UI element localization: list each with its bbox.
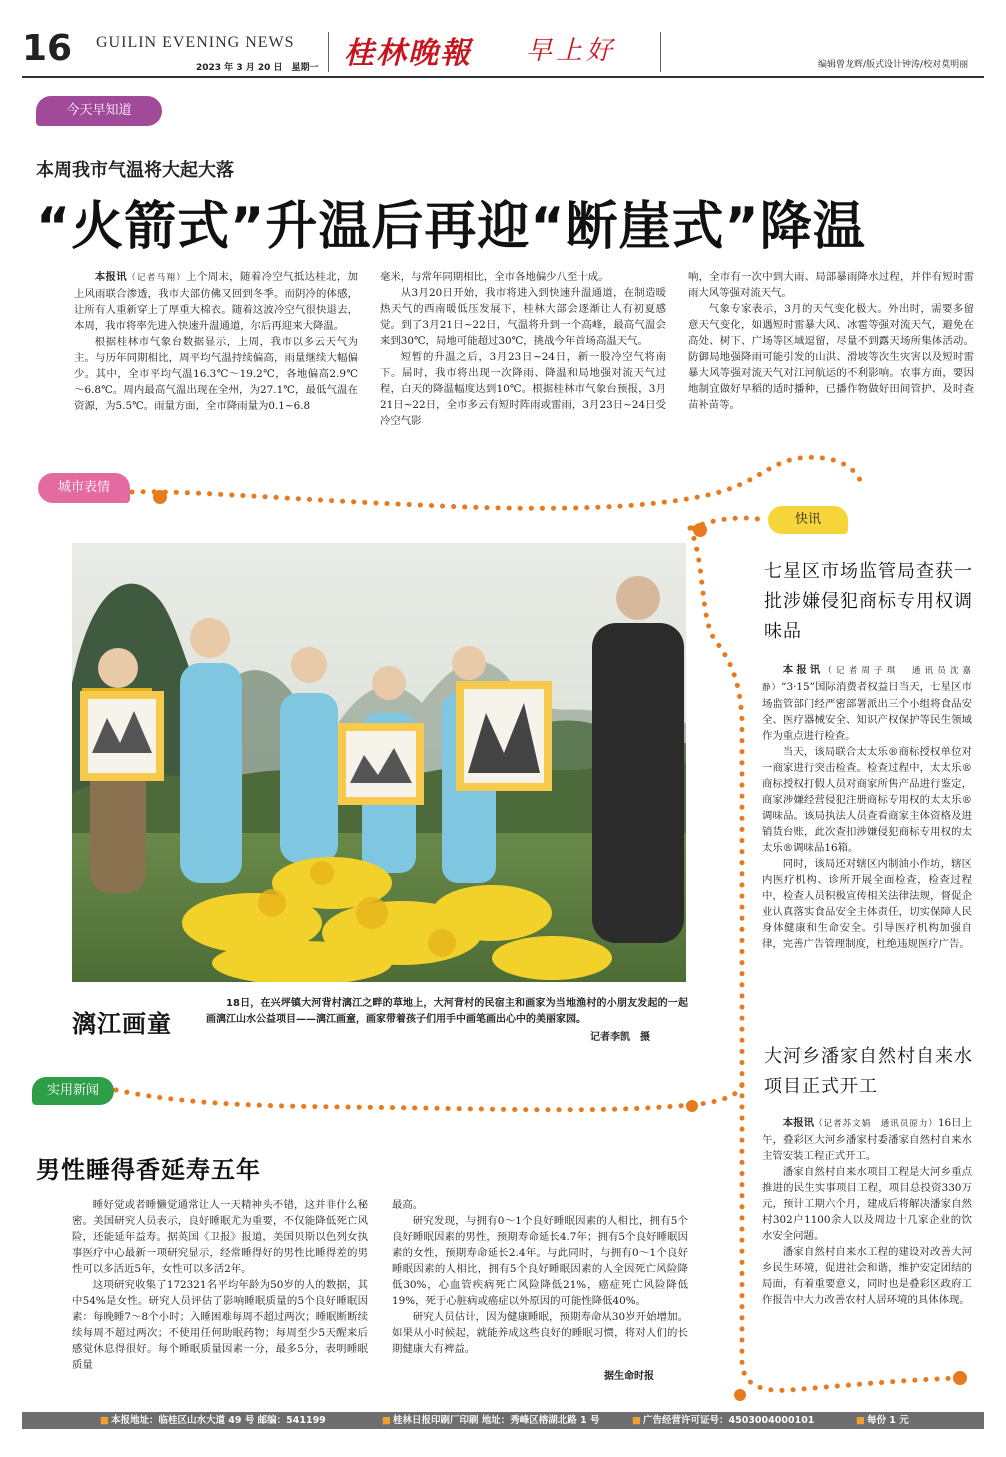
reporter-byline: （记者周子琪 通讯员沈嘉静）	[762, 666, 972, 693]
page-number: 16	[22, 28, 73, 69]
brief-1-body	[762, 662, 972, 952]
article-paragraph: 研究人员估计，因为健康睡眠，预期寿命从30岁开始增加。如果从小时候起，就能养成这些良好的睡眠习惯，将对人们的长期健康大有裨益。	[392, 1311, 688, 1355]
article-paragraph	[762, 1115, 972, 1164]
section-tag-practical-news: 实用新闻	[32, 1077, 114, 1105]
paper-name-chinese-logo: 桂林晚報	[344, 36, 472, 71]
article-paragraph: 研究发现，与拥有0～1个良好睡眠因素的人相比，拥有5个良好睡眠因素的男性，预期寿命延长4.7年；拥有5个良好睡眠因素的女性，预期寿命延长2.4年。与此同时，与拥有0～1个良好睡眠因素的人相比，拥有5个良好睡眠因素的人全因死亡风险降低30%，心血管疾病死亡风险降低21%，癌症死亡风险降低19%，死于心脏病或癌症以外原因的可能性降低40%。	[392, 1215, 688, 1307]
masthead-rule	[22, 76, 984, 78]
section-tag-morning-news: 今天早知道	[36, 96, 162, 126]
photo-story-title: 漓江画童	[72, 1010, 172, 1038]
article-paragraph: 短暂的升温之后，3月23日~24日，新一股冷空气将南下。届时，我市将出现一次降雨、降温和局地强对流天气过程，白天的降温幅度达到10℃。根据桂林市气象台预报，3月21日~22日，全市多云有短时阵雨或雷雨，3月23日~24日受冷空气影	[380, 351, 666, 427]
article-paragraph: 潘家自然村自来水项目工程是大河乡重点推进的民生实事项目工程，项目总投资330万元，预计工期六个月，建成后将解决潘家自然村302户1100余人以及周边十几家企业的饮水安全问题。	[762, 1166, 972, 1242]
article-paragraph: 从3月20日开始，我市将进入到快速升温通道，在制造暖热天气的西南暖低压发展下，桂林大部会逐渐让人有初夏感觉。到了3月21日~22日，气温将升到一个高峰，最高气温会来到30℃，局地可能超过30℃，挑战今年首场高温天气。	[380, 287, 666, 347]
masthead-divider	[328, 32, 329, 72]
edition-name: 早上好	[526, 36, 617, 66]
footer-printer: ■ 桂林日报印刷厂印刷 地址：秀峰区榕湖北路 1 号	[382, 1412, 600, 1429]
dateline: 本报讯	[782, 664, 824, 676]
article-paragraph: 这项研究收集了172321名平均年龄为50岁的人的数据，其中54%是女性。研究人员评估了影响睡眠质量的5个良好睡眠因素：每晚睡7～8个小时；入睡困难每周不超过两次；睡眠断断续续每周不超过两次；不使用任何助眠药物；每周至少5天醒来后感觉休息得很好。每个睡眠质量因素一分，最多5分，表明睡眠质量	[72, 1279, 368, 1371]
photo-illustration	[72, 543, 686, 982]
top-story-column-2	[380, 269, 666, 429]
article-paragraph: 潘家自然村自来水工程的建设对改善大河乡民生环境，促进社会和谐，维护安定团结的局面，有着重要意义，同时也是叠彩区政府工作报告中大力改善农村人居环境的具体体现。	[762, 1246, 972, 1306]
paper-name-english: GUILIN EVENING NEWS	[96, 34, 295, 51]
brief-2-headline: 大河乡潘家自然村自来水项目正式开工	[764, 1046, 973, 1097]
paragraph-text: 16日上午，叠彩区大河乡潘家村委潘家自然村自来水主管安装工程正式开工。	[762, 1117, 972, 1162]
footer-address: ■ 本报地址：临桂区山水大道 49 号 邮编：541199	[100, 1412, 326, 1429]
footer-price: ■ 每份 1 元	[856, 1412, 909, 1429]
article-source: 据生命时报	[604, 1371, 654, 1382]
article-paragraph	[74, 269, 358, 334]
article-paragraph: 同时，该局还对辖区内制油小作坊，辖区内医疗机构、诊所开展全面检查，检查过程中，检查人员积极宣传相关法律法规，督促企业认真落实食品安全主体责任，切实保障人民身体健康和生命安全。引导医疗机构加强自律，完善广告管理制度，杜绝违规医疗广告。	[762, 858, 972, 950]
photo-caption	[206, 996, 688, 1028]
editor-credits: 编辑曾龙辉/版式设计钟涛/校对莫明丽	[818, 60, 969, 70]
article-paragraph: 最高。	[392, 1199, 424, 1211]
caption-text: 18日，在兴坪镇大河背村漓江之畔的草地上，大河背村的民宿主和画家为当地渔村的小朋友发起的一起画漓江山水公益项目——漓江画童，画家带着孩子们用手中画笔画出心中的美丽家园。	[206, 998, 688, 1025]
reporter-byline: （记者马翔）	[127, 273, 187, 283]
top-story-headline: “火箭式”升温后再迎“断崖式”降温	[36, 197, 866, 257]
page-footer	[22, 1412, 984, 1429]
bottom-story-column-2	[392, 1197, 688, 1357]
article-paragraph: 根据桂林市气象台数据显示，上周，我市以多云天气为主。与历年同期相比，周平均气温持续偏高，雨量继续大幅偏少。其中，全市平均气温16.3℃～19.2℃，各地偏高2.9℃～6.8℃。周内最高气温出现在全州，为27.1℃，最低气温在资源，为5.5℃。雨量方面，全市降雨量为0.1~6.8	[74, 336, 358, 412]
article-paragraph: 睡好觉或者睡懒觉通常让人一天精神头不错，这并非什么秘密。美国研究人员表示，良好睡眠尤为重要，不仅能降低死亡风险，还能延年益寿。据英国《卫报》报道，美国贝斯以色列女执事医疗中心最新一项研究显示，经常睡得好的男性比睡得差的男性可以多活近5年，女性可以多活2年。	[72, 1199, 368, 1275]
dateline: 本报讯	[94, 271, 128, 283]
article-paragraph: 当天，该局联合太太乐®商标授权单位对一商家进行突击检查。检查过程中，太太乐®商标授权打假人员对商家所售产品进行鉴定，商家涉嫌经营侵犯注册商标专用权的太太乐®调味品。该局执法人员查看商家主体资格及进销货台账，此次查扣涉嫌侵犯商标专用权的太太乐®调味品16箱。	[762, 746, 972, 854]
dateline: 本报讯	[782, 1117, 815, 1129]
article-paragraph: 气象专家表示，3月的天气变化极大。外出时，需要多留意天气变化，如遇短时雷暴大风、冰雹等强对流天气，避免在高处、树下、广场等区域逗留，尽量不到露天场所集体活动。防御局地强降雨可能引发的山洪、滑坡等次生灾害以及短时雷暴大风等强对流天气对江河航运的不利影响。农事方面，要因地制宜做好早稻的适时播种，已播作物做好田间管护、及时查苗补苗等。	[688, 303, 974, 411]
issue-date: 2023 年 3 月 20 日 星期一	[196, 63, 319, 73]
section-tag-brief-news: 快讯	[768, 506, 848, 534]
article-paragraph: 毫米，与常年同期相比，全市各地偏少八至十成。	[380, 271, 609, 283]
paragraph-text: 上个周末，随着冷空气抵达桂北，加上风雨联合渗透，我市大部仿佛又回到冬季。而阴冷的体感，让所有人重新穿上了厚重大棉衣。随着这波冷空气很快退去，本周，我市将率先进入快速升温通道，尔后再迎来大降温。	[74, 271, 359, 332]
bottom-story-column-1	[72, 1197, 368, 1373]
paragraph-text: “3·15”国际消费者权益日当天，七星区市场监管部门经严密部署派出三个小组将食品安全、医疗器械安全、知识产权保护等民生领域作为重点进行检查。	[762, 681, 972, 742]
brief-1-headline: 七星区市场监管局查获一批涉嫌侵犯商标专用权调味品	[764, 561, 973, 642]
article-paragraph: 响，全市有一次中到大雨、局部暴雨降水过程，并伴有短时雷雨大风等强对流天气。	[688, 271, 974, 299]
top-story-kicker: 本周我市气温将大起大落	[36, 160, 234, 181]
reporter-byline: （记者苏文娟 通讯员原力）	[814, 1119, 938, 1129]
photo-credit: 记者李凯 摄	[590, 1032, 650, 1043]
masthead-divider	[660, 32, 661, 72]
article-paragraph	[762, 662, 972, 744]
bottom-story-headline: 男性睡得香延寿五年	[36, 1156, 261, 1184]
top-story-column-3	[688, 269, 974, 413]
section-tag-city-expressions: 城市表情	[38, 473, 130, 503]
brief-2-body	[762, 1115, 972, 1308]
footer-ad-license: ■ 广告经营许可证号：4503004000101	[632, 1412, 814, 1429]
news-photo-children-painting	[72, 543, 686, 982]
top-story-column-1	[74, 269, 358, 414]
